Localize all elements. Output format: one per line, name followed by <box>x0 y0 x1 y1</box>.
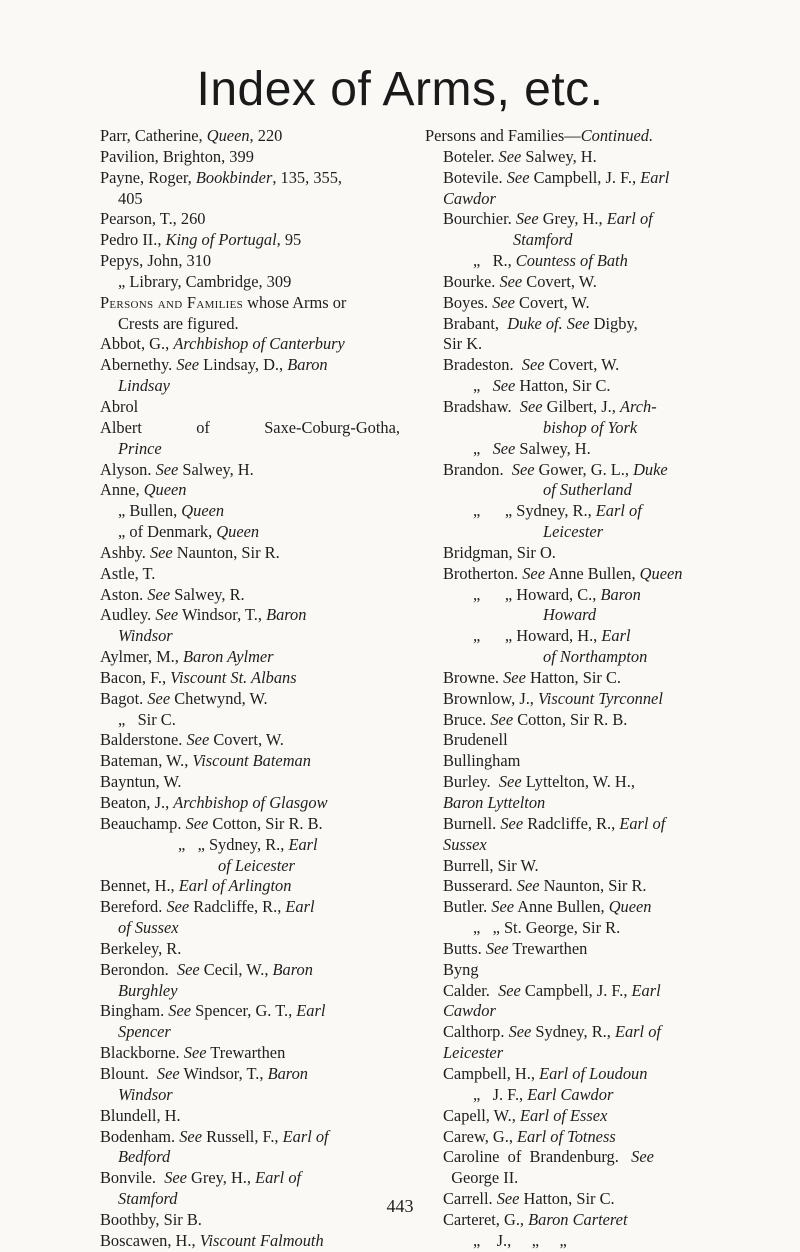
index-entry: Brotherton. See Anne Bullen, Queen <box>443 563 683 583</box>
index-entry-continuation: Bedford <box>118 1147 171 1167</box>
index-entry: Bagot. See Chetwynd, W. <box>100 688 268 708</box>
index-entry: Payne, Roger, Bookbinder, 135, 355, <box>100 167 343 187</box>
index-entry: „ „ Howard, C., Baron <box>473 584 641 604</box>
index-entry: Parr, Catherine, Queen, 220 <box>100 126 283 145</box>
index-column-left <box>100 126 400 1252</box>
page-title: Index of Arms, etc. <box>196 63 604 116</box>
index-entry: Blount. See Windsor, T., Baron <box>100 1063 308 1083</box>
index-entry: Bullingham <box>443 751 521 771</box>
index-entry: Blundell, H. <box>100 1105 181 1125</box>
index-entry: Berkeley, R. <box>100 938 182 958</box>
index-entry: Busserard. See Naunton, Sir R. <box>443 876 647 896</box>
index-entry: Bayntun, W. <box>100 772 182 792</box>
index-entry: Caroline of Brandenburg. See <box>443 1147 654 1167</box>
index-entry: „ Library, Cambridge, 309 <box>118 271 292 291</box>
index-entry-continuation: George II. <box>443 1168 519 1188</box>
index-entry: Berondon. See Cecil, W., Baron <box>100 959 313 979</box>
index-entry: Carrell. See Hatton, Sir C. <box>443 1189 615 1209</box>
index-entry: „ R., Countess of Bath <box>473 251 628 271</box>
index-entry: „ „ Sydney, R., Earl of <box>473 501 642 521</box>
index-entry: Burnell. See Radcliffe, R., Earl of <box>443 813 666 833</box>
index-entry: Aston. See Salwey, R. <box>100 584 245 604</box>
index-entry-continuation: Windsor <box>118 1084 173 1104</box>
index-entry-continuation: of Leicester <box>218 855 295 875</box>
index-entry: „ „ St. George, Sir R. <box>473 918 621 938</box>
page-number: 443 <box>386 1196 414 1216</box>
index-entry-continuation: of Sutherland <box>543 480 632 500</box>
index-entry-continuation: Stamford <box>513 230 573 250</box>
index-entry-continuation: 405 <box>118 188 143 208</box>
section-heading-continuation: Crests are figured. <box>118 313 239 333</box>
index-entry: „ See Hatton, Sir C. <box>473 376 611 396</box>
index-entry: Beaton, J., Archbishop of Glasgow <box>100 793 328 812</box>
index-entry: Bonvile. See Grey, H., Earl of <box>100 1168 302 1188</box>
index-entry: Botevile. See Campbell, J. F., Earl <box>443 167 670 187</box>
index-entry: Bennet, H., Earl of Arlington <box>100 876 292 896</box>
index-entry: Bereford. See Radcliffe, R., Earl <box>100 897 315 917</box>
index-entry: „ „ Sydney, R., Earl <box>178 834 318 854</box>
index-entry: „ Bullen, Queen <box>118 501 225 521</box>
index-entry-continuation: of Sussex <box>118 918 179 938</box>
index-entry: Pedro II., King of Portugal, 95 <box>100 230 302 250</box>
index-column-right <box>425 126 725 1252</box>
index-entry: Pavilion, Brighton, 399 <box>100 146 254 166</box>
index-entry-continuation: Cawdor <box>443 1001 496 1021</box>
index-entry-continuation: bishop of York <box>543 417 638 437</box>
index-entry: Bradeston. See Covert, W. <box>443 355 620 375</box>
section-heading: Persons and Families whose Arms or <box>100 292 347 312</box>
index-entry: Burrell, Sir W. <box>443 855 539 875</box>
index-entry: Butts. See Trewarthen <box>443 938 588 958</box>
index-entry-continuation: Cawdor <box>443 188 496 208</box>
index-entry: „ See Salwey, H. <box>473 438 591 458</box>
index-entry: „ J., „ „ <box>473 1230 567 1250</box>
index-entry-continuation: Sir K. <box>443 334 483 354</box>
index-entry: Carew, G., Earl of Totness <box>443 1126 616 1146</box>
index-entry: Bodenham. See Russell, F., Earl of <box>100 1126 329 1146</box>
index-entry: Bateman, W., Viscount Bateman <box>100 751 311 771</box>
index-entry: Bingham. See Spencer, G. T., Earl <box>100 1001 326 1021</box>
index-entry: Carteret, G., Baron Carteret <box>443 1209 628 1229</box>
index-entry: Brabant, Duke of. See Digby, <box>443 313 638 333</box>
index-entry: Brudenell <box>443 730 508 750</box>
index-entry: Brownlow, J., Viscount Tyrconnel <box>443 688 663 708</box>
index-entry: Abernethy. See Lindsay, D., Baron <box>100 355 328 375</box>
index-entry: Bridgman, Sir O. <box>443 542 556 562</box>
index-entry: Brandon. See Gower, G. L., Duke <box>443 459 668 479</box>
index-entry: Astle, T. <box>100 563 156 583</box>
index-entry: „ of Denmark, Queen <box>118 522 260 542</box>
index-entry: Bradshaw. See Gilbert, J., Arch- <box>443 396 657 416</box>
index-entry-continuation: Baron Lyttelton <box>443 793 546 812</box>
index-entry: Bacon, F., Viscount St. Albans <box>100 667 297 687</box>
index-entry-continuation: Burghley <box>118 980 178 1000</box>
index-entry-continuation: Prince <box>118 438 162 458</box>
index-entry: Butler. See Anne Bullen, Queen <box>443 897 652 917</box>
index-entry: „ Sir C. <box>118 709 176 729</box>
index-entry: Burley. See Lyttelton, W. H., <box>443 772 635 792</box>
index-entry-continuation: of Northampton <box>543 647 648 667</box>
index-entry: Balderstone. See Covert, W. <box>100 730 284 750</box>
index-entry-continuation: Leicester <box>543 522 604 542</box>
index-entry: Boothby, Sir B. <box>100 1209 202 1229</box>
index-entry: Abrol <box>100 396 139 416</box>
index-entry: Ashby. See Naunton, Sir R. <box>100 542 280 562</box>
index-entry-continuation: Spencer <box>118 1022 171 1042</box>
index-entry: Boscawen, H., Viscount Falmouth <box>100 1230 324 1250</box>
index-entry: Campbell, H., Earl of Loudoun <box>443 1063 648 1083</box>
index-entry-continuation: Sussex <box>443 834 487 854</box>
index-entry: Bourchier. See Grey, H., Earl of <box>443 209 653 229</box>
index-entry: „ J. F., Earl Cawdor <box>473 1084 614 1104</box>
index-entry-continuation: Windsor <box>118 626 173 646</box>
index-entry: Capell, W., Earl of Essex <box>443 1105 608 1125</box>
index-entry: Albert of Saxe-Coburg-Gotha, <box>100 417 400 437</box>
index-entry: Alyson. See Salwey, H. <box>100 459 254 479</box>
index-entry: Boteler. See Salwey, H. <box>443 146 597 166</box>
index-entry: Aylmer, M., Baron Aylmer <box>100 647 274 667</box>
index-entry: Beauchamp. See Cotton, Sir R. B. <box>100 813 323 833</box>
index-entry-continuation: Howard <box>543 605 597 625</box>
index-entry: Calthorp. See Sydney, R., Earl of <box>443 1022 661 1042</box>
index-entry: Blackborne. See Trewarthen <box>100 1043 286 1063</box>
section-heading: Persons and Families—Continued. <box>425 126 654 145</box>
index-entry-continuation: Lindsay <box>118 376 170 396</box>
index-entry: Bourke. See Covert, W. <box>443 271 597 291</box>
index-entry-continuation: Leicester <box>443 1043 504 1063</box>
index-entry: Pepys, John, 310 <box>100 251 212 271</box>
index-entry: Calder. See Campbell, J. F., Earl <box>443 980 661 1000</box>
index-entry: Bruce. See Cotton, Sir R. B. <box>443 709 628 729</box>
index-entry: Audley. See Windsor, T., Baron <box>100 605 307 625</box>
index-entry-continuation: Stamford <box>118 1189 178 1209</box>
index-entry: Byng <box>443 959 479 979</box>
index-entry: Pearson, T., 260 <box>100 209 206 229</box>
index-entry: Anne, Queen <box>100 480 187 500</box>
index-entry: Boyes. See Covert, W. <box>443 292 590 312</box>
index-entry: Browne. See Hatton, Sir C. <box>443 667 622 687</box>
index-entry: Abbot, G., Archbishop of Canterbury <box>100 334 345 354</box>
index-entry: „ „ Howard, H., Earl <box>473 626 631 646</box>
